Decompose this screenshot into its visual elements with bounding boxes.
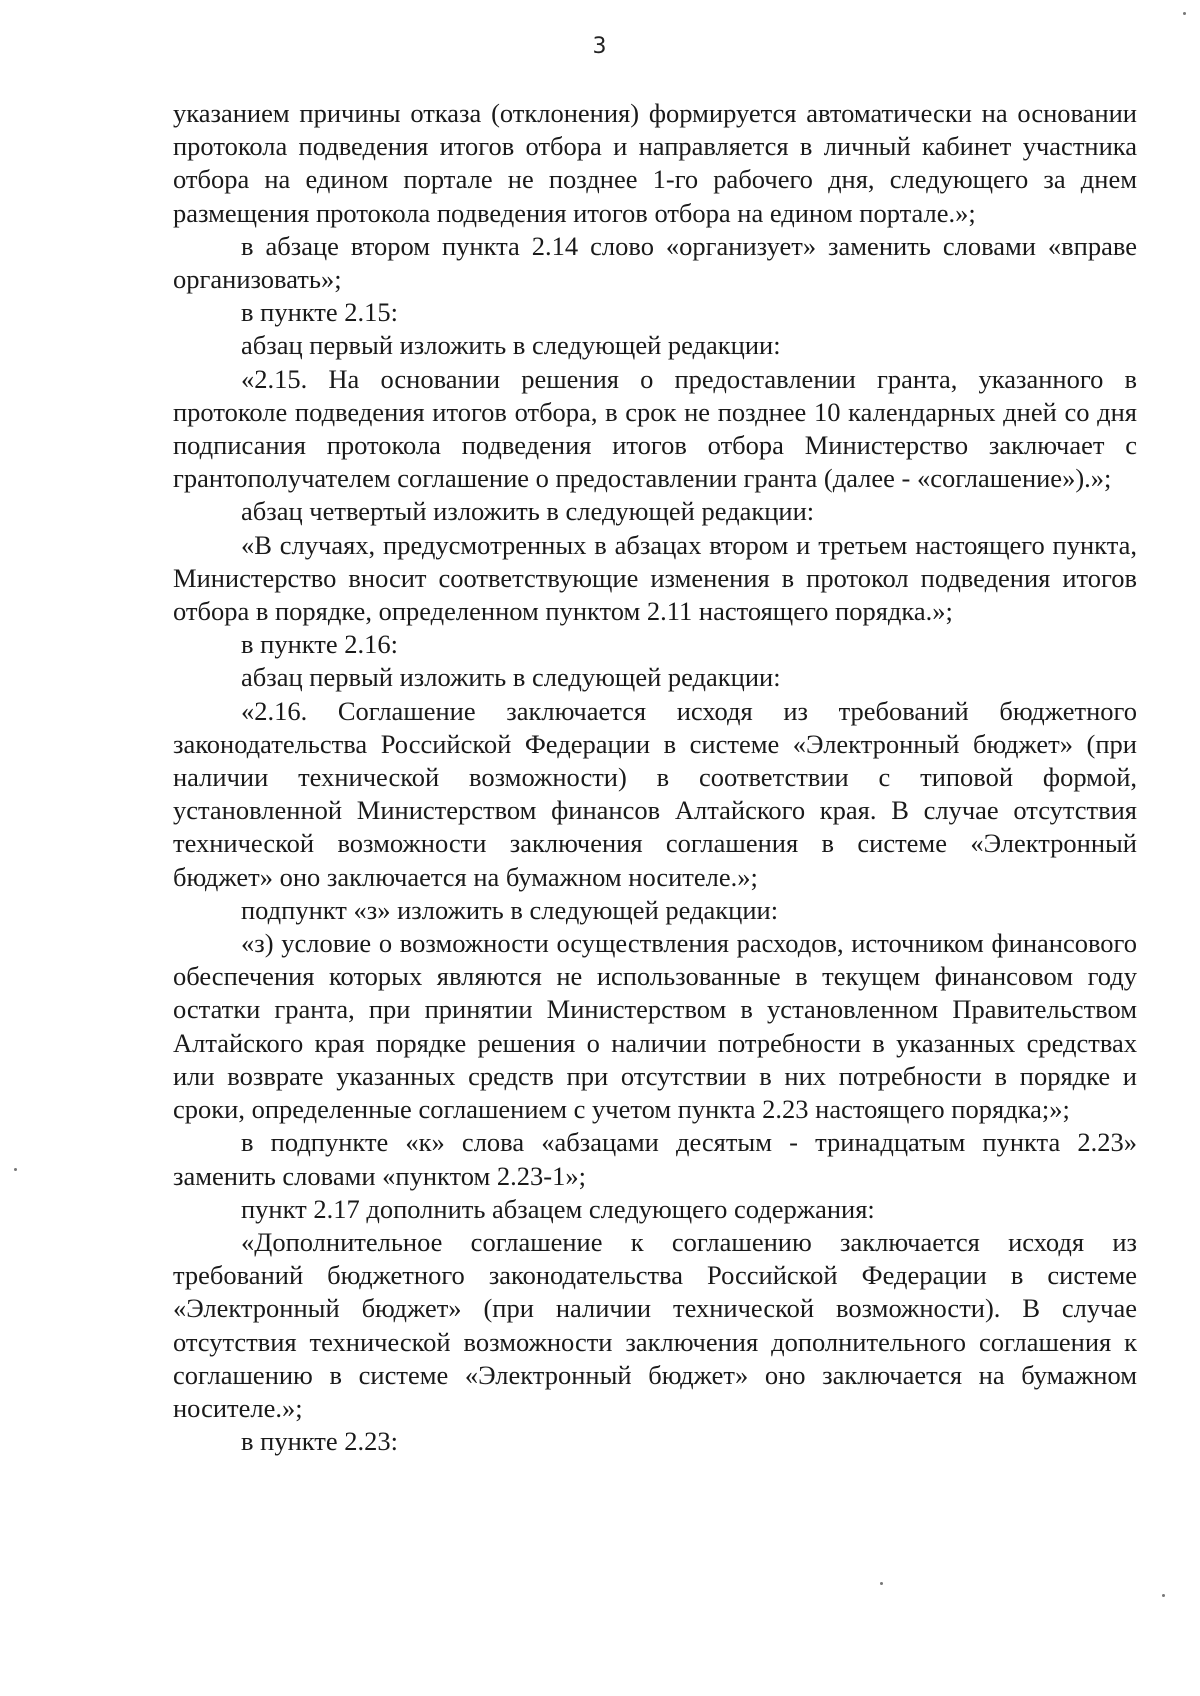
paragraph: абзац четвертый изложить в следующей редакции: bbox=[241, 496, 815, 527]
paragraph: указанием причины отказа (отклонения) формируется автоматически на основании протокола подведения итогов отбора и направляется в личный кабинет участника отбора на едином портале не позднее 1-го рабочего дня, следующего за днем размещения протокола подведения итогов отбора на едином портале.»; bbox=[173, 98, 1137, 228]
paragraph: «2.16. Соглашение заключается исходя из требований бюджетного законодательства Российской Федерации в системе «Электронный бюджет» (при наличии технической возможности) в соответствии с типовой формой, установленной Министерством финансов Алтайского края. В случае отсутствия технической возможности заключения соглашения в системе «Электронный бюджет» оно заключается на бумажном носителе.»; bbox=[173, 695, 1137, 892]
paragraph: подпункт «з» изложить в следующей редакции: bbox=[241, 894, 779, 925]
scan-speck bbox=[1183, 12, 1186, 15]
paragraph: в пункте 2.16: bbox=[241, 629, 398, 660]
scan-speck bbox=[1162, 1594, 1165, 1597]
scan-speck bbox=[14, 1168, 17, 1171]
paragraph: «з) условие о возможности осуществления расходов, источником финансового обеспечения которых являются не использованные в текущем финансовом году остатки гранта, при принятии Министерством в установленном Правительством Алтайского края порядке решения о наличии потребности в указанных средствах или возврате указанных средств при отсутствии в них потребности в порядке и сроки, определенные соглашением с учетом пункта 2.23 настоящего порядка;»; bbox=[173, 928, 1137, 1125]
paragraph: в пункте 2.23: bbox=[241, 1426, 398, 1457]
paragraph: «В случаях, предусмотренных в абзацах втором и третьем настоящего пункта, Министерство вносит соответствующие изменения в протокол подведения итогов отбора в порядке, определенном пунктом 2.11 настоящего порядка.»; bbox=[173, 529, 1137, 627]
document-body bbox=[173, 97, 1137, 1458]
paragraph: пункт 2.17 дополнить абзацем следующего содержания: bbox=[241, 1193, 875, 1224]
paragraph: «Дополнительное соглашение к соглашению заключается исходя из требований бюджетного законодательства Российской Федерации в системе «Электронный бюджет» (при наличии технической возможности). В случае отсутствия технической возможности заключения дополнительного соглашения к соглашению в системе «Электронный бюджет» оно заключается на бумажном носителе.»; bbox=[173, 1226, 1137, 1423]
paragraph: в абзаце втором пункта 2.14 слово «организует» заменить словами «вправе организовать»; bbox=[173, 230, 1137, 295]
paragraph: в подпункте «к» слова «абзацами десятым - тринадцатым пункта 2.23» заменить словами «пунктом 2.23-1»; bbox=[173, 1127, 1137, 1191]
paragraph: в пункте 2.15: bbox=[241, 297, 398, 328]
paragraph: абзац первый изложить в следующей редакции: bbox=[241, 662, 781, 693]
page-number: 3 bbox=[592, 34, 608, 59]
paragraph: абзац первый изложить в следующей редакции: bbox=[241, 330, 781, 361]
scan-speck bbox=[880, 1582, 883, 1585]
paragraph: «2.15. На основании решения о предоставлении гранта, указанного в протоколе подведения итогов отбора, в срок не позднее 10 календарных дней со дня подписания протокола подведения итогов отбора Министерство заключает с грантополучателем соглашение о предоставлении гранта (далее - «соглашение»).»; bbox=[173, 363, 1137, 494]
